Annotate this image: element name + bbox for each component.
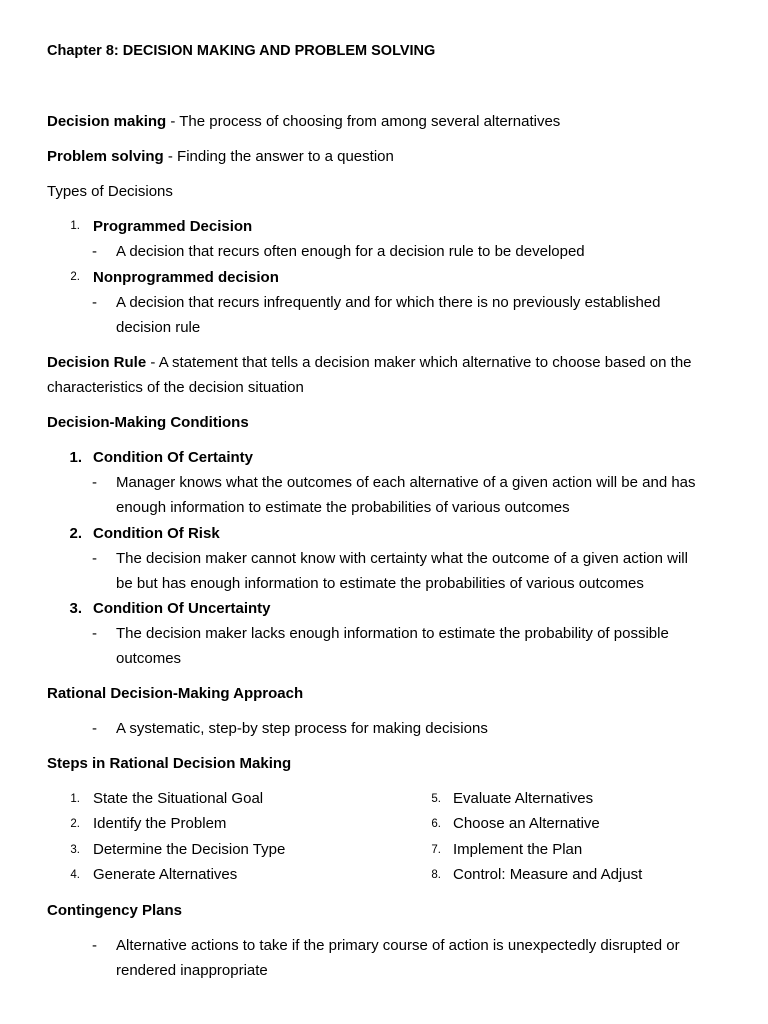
condition-description: enough information to estimate the probabilities of various outcomes bbox=[116, 499, 570, 516]
condition-title: Condition Of Risk bbox=[93, 525, 220, 542]
step-text: Choose an Alternative bbox=[453, 815, 600, 832]
condition-title: Condition Of Certainty bbox=[93, 449, 253, 466]
bullet-dash: - bbox=[92, 474, 97, 491]
condition-description: The decision maker lacks enough information to estimate the probability of possible bbox=[116, 625, 669, 642]
step-number: 5. bbox=[431, 793, 441, 805]
contingency-description: rendered inappropriate bbox=[116, 962, 268, 979]
definition-problem-solving bbox=[47, 149, 394, 164]
page-title: Chapter 8: DECISION MAKING AND PROBLEM SOLVING bbox=[47, 43, 436, 59]
step-number: 6. bbox=[431, 818, 441, 830]
type-description: decision rule bbox=[116, 319, 201, 336]
definition-decision-making bbox=[47, 114, 560, 129]
types-heading: Types of Decisions bbox=[47, 183, 173, 200]
rational-description: A systematic, step-by step process for making decisions bbox=[116, 720, 488, 737]
step-number: 7. bbox=[431, 844, 441, 856]
definition-text: - Finding the answer to a question bbox=[163, 148, 394, 165]
step-text: Control: Measure and Adjust bbox=[453, 866, 643, 883]
definition-decision-rule bbox=[47, 355, 692, 370]
definition-text: characteristics of the decision situation bbox=[47, 379, 304, 396]
list-number: 1. bbox=[70, 220, 80, 232]
definition-text: - A statement that tells a decision maker which alternative to choose based on the bbox=[146, 354, 692, 371]
condition-description: be but has enough information to estimate the probabilities of various outcomes bbox=[116, 575, 644, 592]
steps-heading: Steps in Rational Decision Making bbox=[47, 755, 292, 772]
conditions-heading: Decision-Making Conditions bbox=[47, 414, 249, 431]
bullet-dash: - bbox=[92, 294, 97, 311]
bullet-dash: - bbox=[92, 720, 97, 737]
step-text: Generate Alternatives bbox=[93, 866, 238, 883]
step-text: Identify the Problem bbox=[93, 815, 227, 832]
list-number: 1. bbox=[69, 449, 82, 466]
condition-description: Manager knows what the outcomes of each alternative of a given action will be and has bbox=[116, 474, 696, 491]
bullet-dash: - bbox=[92, 550, 97, 567]
bullet-dash: - bbox=[92, 243, 97, 260]
step-number: 8. bbox=[431, 869, 441, 881]
rational-heading: Rational Decision-Making Approach bbox=[47, 685, 304, 702]
bullet-dash: - bbox=[92, 625, 97, 642]
contingency-heading: Contingency Plans bbox=[47, 902, 183, 919]
term-decision-making: Decision making bbox=[47, 113, 167, 130]
condition-description: The decision maker cannot know with certainty what the outcome of a given action will bbox=[116, 550, 688, 567]
contingency-description: Alternative actions to take if the primary course of action is unexpectedly disrupted or bbox=[116, 937, 680, 954]
definition-text: - The process of choosing from among several alternatives bbox=[166, 113, 561, 130]
type-title: Programmed Decision bbox=[93, 218, 253, 235]
step-text: Determine the Decision Type bbox=[93, 841, 286, 858]
bullet-dash: - bbox=[92, 937, 97, 954]
step-text: State the Situational Goal bbox=[93, 790, 264, 807]
step-number: 1. bbox=[70, 793, 80, 805]
type-title: Nonprogrammed decision bbox=[93, 269, 279, 286]
type-description: A decision that recurs infrequently and for which there is no previously established bbox=[116, 294, 661, 311]
step-number: 2. bbox=[70, 818, 80, 830]
condition-title: Condition Of Uncertainty bbox=[93, 600, 271, 617]
step-text: Evaluate Alternatives bbox=[453, 790, 594, 807]
step-number: 4. bbox=[70, 869, 80, 881]
condition-description: outcomes bbox=[116, 650, 182, 667]
step-number: 3. bbox=[70, 844, 80, 856]
step-text: Implement the Plan bbox=[453, 841, 583, 858]
type-description: A decision that recurs often enough for a decision rule to be developed bbox=[116, 243, 585, 260]
list-number: 3. bbox=[69, 600, 82, 617]
list-number: 2. bbox=[69, 525, 82, 542]
term-problem-solving: Problem solving bbox=[47, 148, 164, 165]
list-number: 2. bbox=[70, 271, 80, 283]
term-decision-rule: Decision Rule bbox=[47, 354, 147, 371]
